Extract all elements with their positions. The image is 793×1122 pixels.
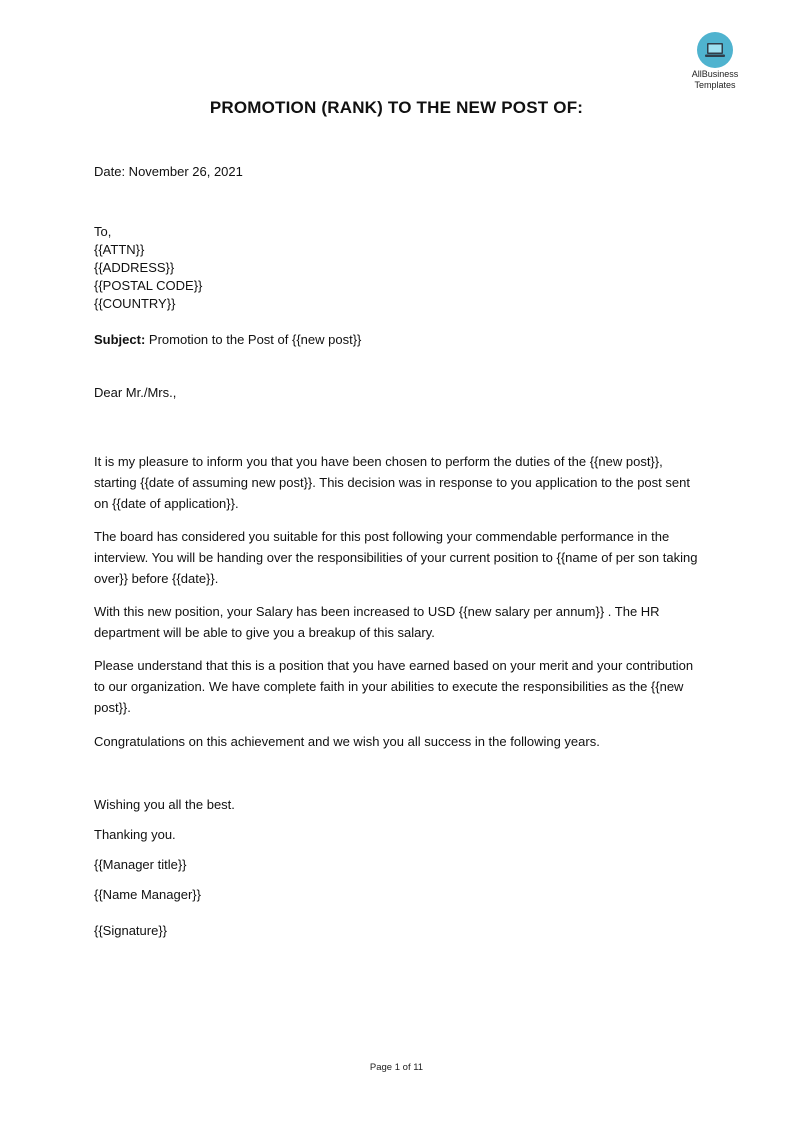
address-to: To, xyxy=(94,224,112,239)
date-line: Date: November 26, 2021 xyxy=(94,164,243,179)
body-paragraph: Congratulations on this achievement and we wish you all success in the following years. xyxy=(94,734,600,749)
body-paragraph: It is my pleasure to inform you that you have been chosen to perform the duties of the {{new post}}, starting {{date of assuming new post}}. This decision was in response to you application to the post sent on {{date of application}}. xyxy=(94,454,690,511)
body-paragraph: The board has considered you suitable for this post following your commendable performance in the interview. You will be handing over the responsibilities of your current position to {{name of per son taking over}} before {{date}}. xyxy=(94,529,698,586)
signature: {{Signature}} xyxy=(94,923,168,938)
address-attn: {{ATTN}} xyxy=(94,242,145,257)
document-title: PROMOTION (RANK) TO THE NEW POST OF: xyxy=(209,98,584,117)
address-street: {{ADDRESS}} xyxy=(94,260,175,275)
manager-name: {{Name Manager}} xyxy=(94,887,201,902)
address-country: {{COUNTRY}} xyxy=(94,296,176,311)
subject-text: Promotion to the Post of {{new post}} xyxy=(145,332,362,347)
recipient-address xyxy=(94,223,202,313)
brand-logo xyxy=(684,32,746,90)
body-paragraph: Please understand that this is a position that you have earned based on your merit and your contribution to our organization. We have complete faith in your abilities to execute the responsibilities as the {{new post}}. xyxy=(94,658,694,715)
closing-wish: Wishing you all the best. xyxy=(94,797,235,812)
brand-name-line1: AllBusiness xyxy=(691,69,739,79)
subject-line xyxy=(94,331,361,349)
laptop-icon xyxy=(697,32,733,68)
address-postal-code: {{POSTAL CODE}} xyxy=(94,278,203,293)
closing-thanks: Thanking you. xyxy=(94,827,176,842)
subject-label: Subject: xyxy=(94,332,146,347)
body-paragraph: With this new position, your Salary has been increased to USD {{new salary per annum}} . The HR department will be able to give you a breakup of this salary. xyxy=(94,604,660,640)
salutation: Dear Mr./Mrs., xyxy=(94,385,177,400)
page-number: Page 1 of 11 xyxy=(369,1062,424,1073)
brand-name-line2: Templates xyxy=(694,80,736,90)
manager-title: {{Manager title}} xyxy=(94,857,187,872)
